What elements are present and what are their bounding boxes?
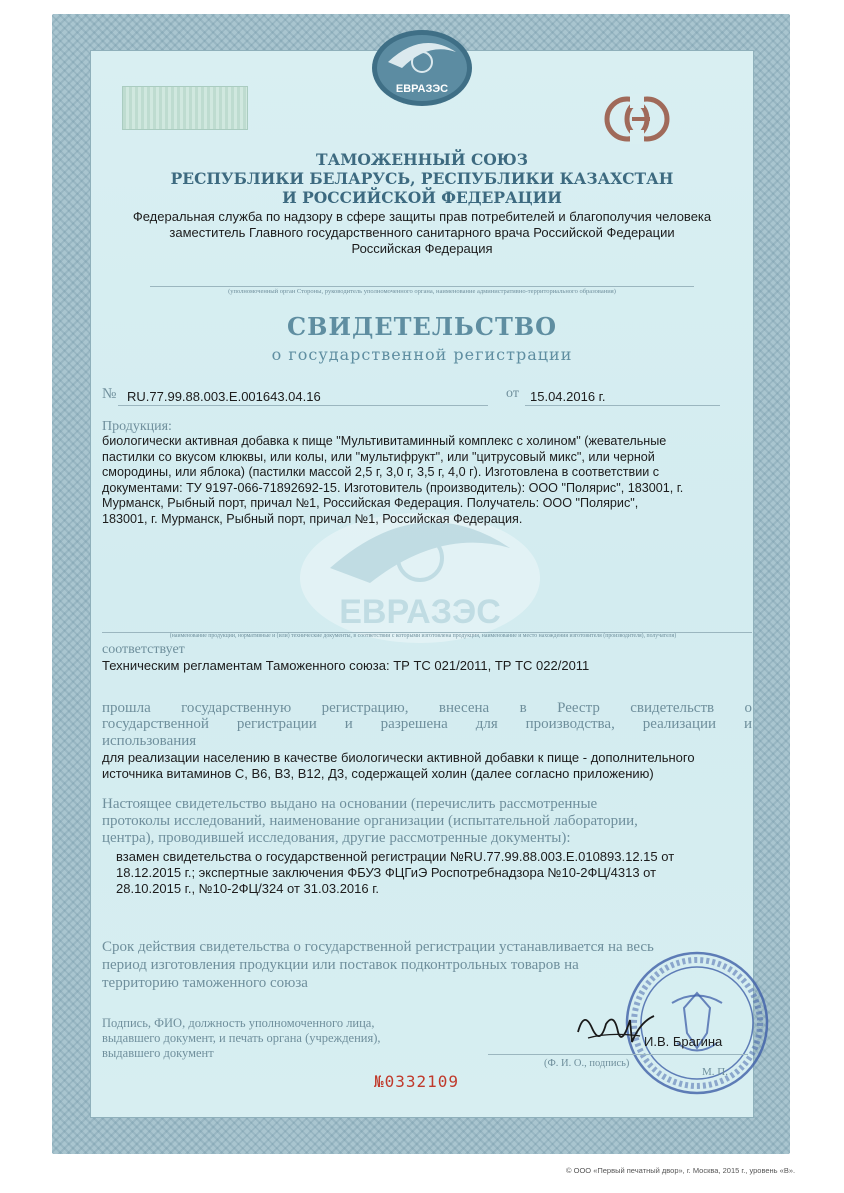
- certificate-title: СВИДЕТЕЛЬСТВО: [286, 312, 558, 341]
- use-line-1: для реализации населению в качестве биологически активной добавки к пище - дополнительного: [102, 750, 695, 765]
- evrazes-emblem-icon: [368, 22, 476, 108]
- conformity-label: соответствует: [102, 642, 185, 657]
- signature-label-1: Подпись, ФИО, должность уполномоченного лица,: [102, 1016, 375, 1030]
- authority-block: [100, 209, 744, 257]
- validity-line-3: территорию таможенного союза: [102, 975, 308, 991]
- union-line-2: РЕСПУБЛИКИ БЕЛАРУСЬ, РЕСПУБЛИКИ КАЗАХСТАН: [170, 169, 674, 188]
- date-label: от: [506, 386, 519, 401]
- product-line: 183001, г. Мурманск, Рыбный порт, причал №1, Российская Федерация.: [102, 511, 523, 526]
- hologram-strip: [122, 86, 248, 130]
- certificate-subtitle: о государственной регистрации: [271, 345, 573, 364]
- product-line: Мурманск, Рыбный порт, причал №1, Российская Федерация. Получатель: ООО "Полярис",: [102, 496, 639, 510]
- number-underline: [118, 405, 488, 406]
- passed-text: [102, 700, 752, 732]
- validity-line-1: Срок действия свидетельства о государственной регистрации устанавливается на весь: [102, 939, 654, 955]
- validity-line-2: период изготовления продукции или поставок подконтрольных товаров на: [102, 957, 579, 973]
- product-note: (наименование продукции, нормативные и (или) технические документы, в соответствии с которыми изготовлена продукция, наименование и место нахождения изготовителя (производителя), получателя): [169, 633, 677, 639]
- authority-line-1: Федеральная служба по надзору в сфере защиты прав потребителей и благополучия человека: [132, 209, 712, 224]
- product-line: биологически активная добавка к пище "Мультивитаминный комплекс с холином" (жевательные: [102, 434, 667, 448]
- registration-date: 15.04.2016 г.: [530, 389, 606, 404]
- watermark-text: ЕВРАЗЭС: [339, 593, 501, 631]
- authority-line-3: Российская Федерация: [351, 241, 493, 256]
- passed-line-1: прошла государственную регистрацию, внесена в Реестр свидетельств о: [102, 700, 752, 716]
- product-description: [102, 434, 752, 527]
- use-purpose: [102, 750, 752, 782]
- signature-underline: [488, 1054, 748, 1055]
- basis-doc-line: 18.12.2015 г.; экспертные заключения ФБУЗ ФЦГиЭ Роспотребнадзора №10-2ФЦ/4313 от: [116, 865, 657, 880]
- basis-line-3: центра), проводившей исследования, другие рассмотренные документы):: [102, 830, 571, 846]
- number-label: №: [102, 386, 117, 402]
- union-line-1: ТАМОЖЕННЫЙ СОЮЗ: [316, 150, 528, 169]
- registration-number: RU.77.99.88.003.Е.001643.04.16: [127, 389, 321, 404]
- authority-line-2: заместитель Главного государственного санитарного врача Российской Федерации: [169, 225, 675, 240]
- signature-label: [102, 1016, 472, 1061]
- emblem-text: ЕВРАЗЭС: [395, 83, 449, 95]
- basis-doc-line: 28.10.2015 г., №10-2ФЦ/324 от 31.03.2016 г.: [116, 881, 379, 896]
- passed-line-3: использования: [102, 733, 197, 749]
- mp-note: М. П.: [702, 1066, 728, 1078]
- product-line: пастилки со вкусом клюквы, или колы, или "мультифрукт", или "цитрусовый микс", или черной: [102, 449, 655, 464]
- union-header: [110, 150, 734, 207]
- product-line: смородины, или яблока) (пастилки массой 2,5 г, 3,0 г, 3,5 г, 4,0 г). Изготовлена в соответствии с: [102, 465, 660, 479]
- basis-documents: [116, 849, 756, 897]
- authority-note: (уполномоченный орган Стороны, руководитель уполномоченного органа, наименование административно-территориального образования): [228, 288, 616, 295]
- signatory-name: И.В. Брагина: [644, 1034, 723, 1049]
- union-line-3: И РОССИЙСКОЙ ФЕДЕРАЦИИ: [282, 188, 562, 207]
- product-line: документами: ТУ 9197-066-71892692-15. Изготовитель (производитель): ООО "Полярис", 183001, г.: [102, 480, 684, 495]
- basis-line-2: протоколы исследований, наименование организации (испытательной лаборатории,: [102, 813, 638, 829]
- conformity-mark-icon: [602, 94, 672, 144]
- use-line-2: источника витаминов С, В6, В3, В12, Д3, содержащей холин (далее согласно приложению): [102, 766, 654, 781]
- conformity-value: Техническим регламентам Таможенного союза: ТР ТС 021/2011, ТР ТС 022/2011: [102, 658, 590, 673]
- signature-label-2: выдавшего документ, и печать органа (учреждения),: [102, 1031, 381, 1045]
- passed-line-2: государственной регистрации и разрешена для производства, реализации и: [102, 716, 752, 732]
- product-label: Продукция:: [102, 419, 172, 434]
- printer-note: © ООО «Первый печатный двор», г. Москва, 2015 г., уровень «В».: [566, 1166, 796, 1175]
- basis-doc-line: взамен свидетельства о государственной регистрации №RU.77.99.88.003.Е.010893.12.15 от: [116, 849, 675, 864]
- basis-line-1: Настоящее свидетельство выдано на основании (перечислить рассмотренные: [102, 796, 598, 812]
- fio-note: (Ф. И. О., подпись): [544, 1058, 630, 1069]
- basis-text: [102, 796, 752, 847]
- date-underline: [525, 405, 720, 406]
- authority-underline: [150, 286, 694, 287]
- form-number: №0332109: [374, 1072, 460, 1091]
- signature-label-3: выдавшего документ: [102, 1046, 214, 1060]
